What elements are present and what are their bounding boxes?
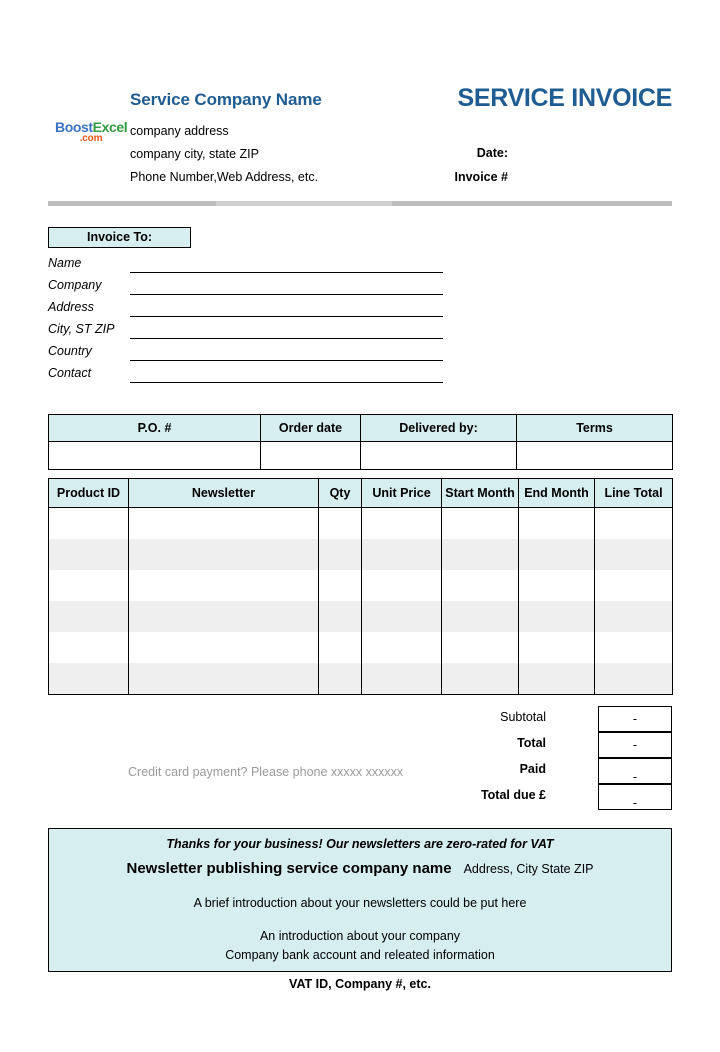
bill-row-country [48,344,448,366]
boostexcel-logo [55,120,127,144]
bill-input-contact[interactable] [130,382,443,383]
bill-input-country[interactable] [130,360,443,361]
cell-qty[interactable] [319,508,362,540]
total-due-value[interactable]: - [598,784,672,810]
start-month-header: Start Month [442,479,519,508]
po-number-cell[interactable] [49,442,261,470]
bill-row-name [48,256,448,278]
bill-input-address[interactable] [130,316,443,317]
cell-line-total[interactable] [595,539,673,570]
bill-input-name[interactable] [130,272,443,273]
cell-product-id[interactable] [49,663,129,695]
cell-end-month[interactable] [519,570,595,601]
paid-value[interactable]: - [598,758,672,784]
footer-intro-text: A brief introduction about your newsletters could be put here [193,896,527,910]
bill-row-company [48,278,448,300]
totals-section [448,706,672,810]
document-title: SERVICE INVOICE [457,84,672,112]
subtotal-value[interactable]: - [598,706,672,732]
cell-product-id[interactable] [49,570,129,601]
cell-line-total[interactable] [595,570,673,601]
cell-line-total[interactable] [595,632,673,663]
invoice-footer [48,828,672,991]
cell-end-month[interactable] [519,632,595,663]
cell-newsletter[interactable] [129,508,319,540]
bill-label-city-st-zip: City, ST ZIP [48,322,115,336]
cell-start-month[interactable] [442,539,519,570]
invoice-meta-labels [380,146,508,194]
invoice-to-fields [48,256,448,388]
date-label: Date: [476,146,508,160]
bill-label-name: Name [48,256,82,270]
bill-row-contact [48,366,448,388]
logo-wordmark [55,120,127,134]
bill-label-company: Company [48,278,102,292]
invoice-header [0,84,720,194]
cell-qty[interactable] [319,570,362,601]
company-address-line-2: company city, state ZIP [130,147,259,161]
cell-start-month[interactable] [442,508,519,540]
newsletter-header: Newsletter [129,479,319,508]
footer-publisher-address: Address, City State ZIP [463,862,594,876]
line-items-header-row [49,479,673,508]
bill-label-country: Country [48,344,92,358]
product-id-header: Product ID [49,479,129,508]
cell-start-month[interactable] [442,632,519,663]
company-name: Service Company Name [130,90,322,109]
cell-product-id[interactable] [49,539,129,570]
order-info-table [48,414,673,470]
cell-unit-price[interactable] [362,508,442,540]
line-items-table [48,478,673,695]
bill-label-address: Address [48,300,94,314]
qty-header: Qty [319,479,362,508]
cell-unit-price[interactable] [362,570,442,601]
table-row[interactable] [49,508,673,540]
order-info-value-row [49,442,673,470]
delivered-by-header: Delivered by: [361,415,517,442]
footer-bank-text: Company bank account and releated information [225,948,495,962]
total-label: Total [517,736,546,750]
bill-row-address [48,300,448,322]
invoice-to-heading: Invoice To: [48,227,191,248]
cell-newsletter[interactable] [129,632,319,663]
totals-row-total [448,732,672,758]
cell-unit-price[interactable] [362,632,442,663]
cell-end-month[interactable] [519,601,595,632]
cell-product-id[interactable] [49,601,129,632]
totals-row-paid [448,758,672,784]
bill-row-city-st-zip [48,322,448,344]
bill-label-contact: Contact [48,366,92,380]
cell-start-month[interactable] [442,663,519,695]
bill-input-company[interactable] [130,294,443,295]
bill-input-city-st-zip[interactable] [130,338,443,339]
footer-thanks-text: Thanks for your business! Our newsletters are zero-rated for VAT [166,837,554,851]
po-number-header: P.O. # [49,415,261,442]
footer-publisher-row [49,860,671,877]
logo-text-excel: Excel [92,119,128,135]
invoice-number-label: Invoice # [454,170,508,184]
table-row[interactable] [49,663,673,695]
totals-row-total-due [448,784,672,810]
cell-qty[interactable] [319,663,362,695]
cell-end-month[interactable] [519,508,595,540]
cell-newsletter[interactable] [129,663,319,695]
cell-end-month[interactable] [519,663,595,695]
cell-line-total[interactable] [595,663,673,695]
table-row[interactable] [49,601,673,632]
cell-product-id[interactable] [49,632,129,663]
order-date-header: Order date [261,415,361,442]
order-info-header-row [49,415,673,442]
table-row[interactable] [49,570,673,601]
cell-line-total[interactable] [595,508,673,540]
totals-row-subtotal [448,706,672,732]
credit-card-note: Credit card payment? Please phone xxxxx xxxxxx [128,765,404,779]
unit-price-header: Unit Price [362,479,442,508]
order-date-cell[interactable] [261,442,361,470]
terms-header: Terms [517,415,673,442]
cell-qty[interactable] [319,632,362,663]
header-divider-segment [216,201,392,206]
cell-qty[interactable] [319,601,362,632]
cell-newsletter[interactable] [129,570,319,601]
cell-unit-price[interactable] [362,601,442,632]
total-value[interactable]: - [598,732,672,758]
footer-publisher-name: Newsletter publishing service company name [126,860,452,877]
company-address-line-3: Phone Number,Web Address, etc. [130,170,319,184]
cell-unit-price[interactable] [362,539,442,570]
cell-start-month[interactable] [442,570,519,601]
company-address-line-1: company address [130,124,229,138]
delivered-by-cell[interactable] [361,442,517,470]
total-due-label: Total due £ [480,788,546,802]
subtotal-label: Subtotal [500,710,546,724]
cell-product-id[interactable] [49,508,129,540]
cell-unit-price[interactable] [362,663,442,695]
logo-text-com: .com [79,133,103,144]
cell-end-month[interactable] [519,539,595,570]
cell-newsletter[interactable] [129,601,319,632]
table-row[interactable] [49,539,673,570]
cell-start-month[interactable] [442,601,519,632]
footer-vat-text: VAT ID, Company #, etc. [289,977,431,991]
end-month-header: End Month [519,479,595,508]
paid-label: Paid [519,762,546,776]
line-total-header: Line Total [595,479,673,508]
footer-about-text: An introduction about your company [259,929,461,943]
cell-newsletter[interactable] [129,539,319,570]
header-divider [48,201,672,206]
company-address-block [130,124,318,193]
cell-qty[interactable] [319,539,362,570]
table-row[interactable] [49,632,673,663]
cell-line-total[interactable] [595,601,673,632]
logo-text-boost: Boost [55,119,93,135]
terms-cell[interactable] [517,442,673,470]
